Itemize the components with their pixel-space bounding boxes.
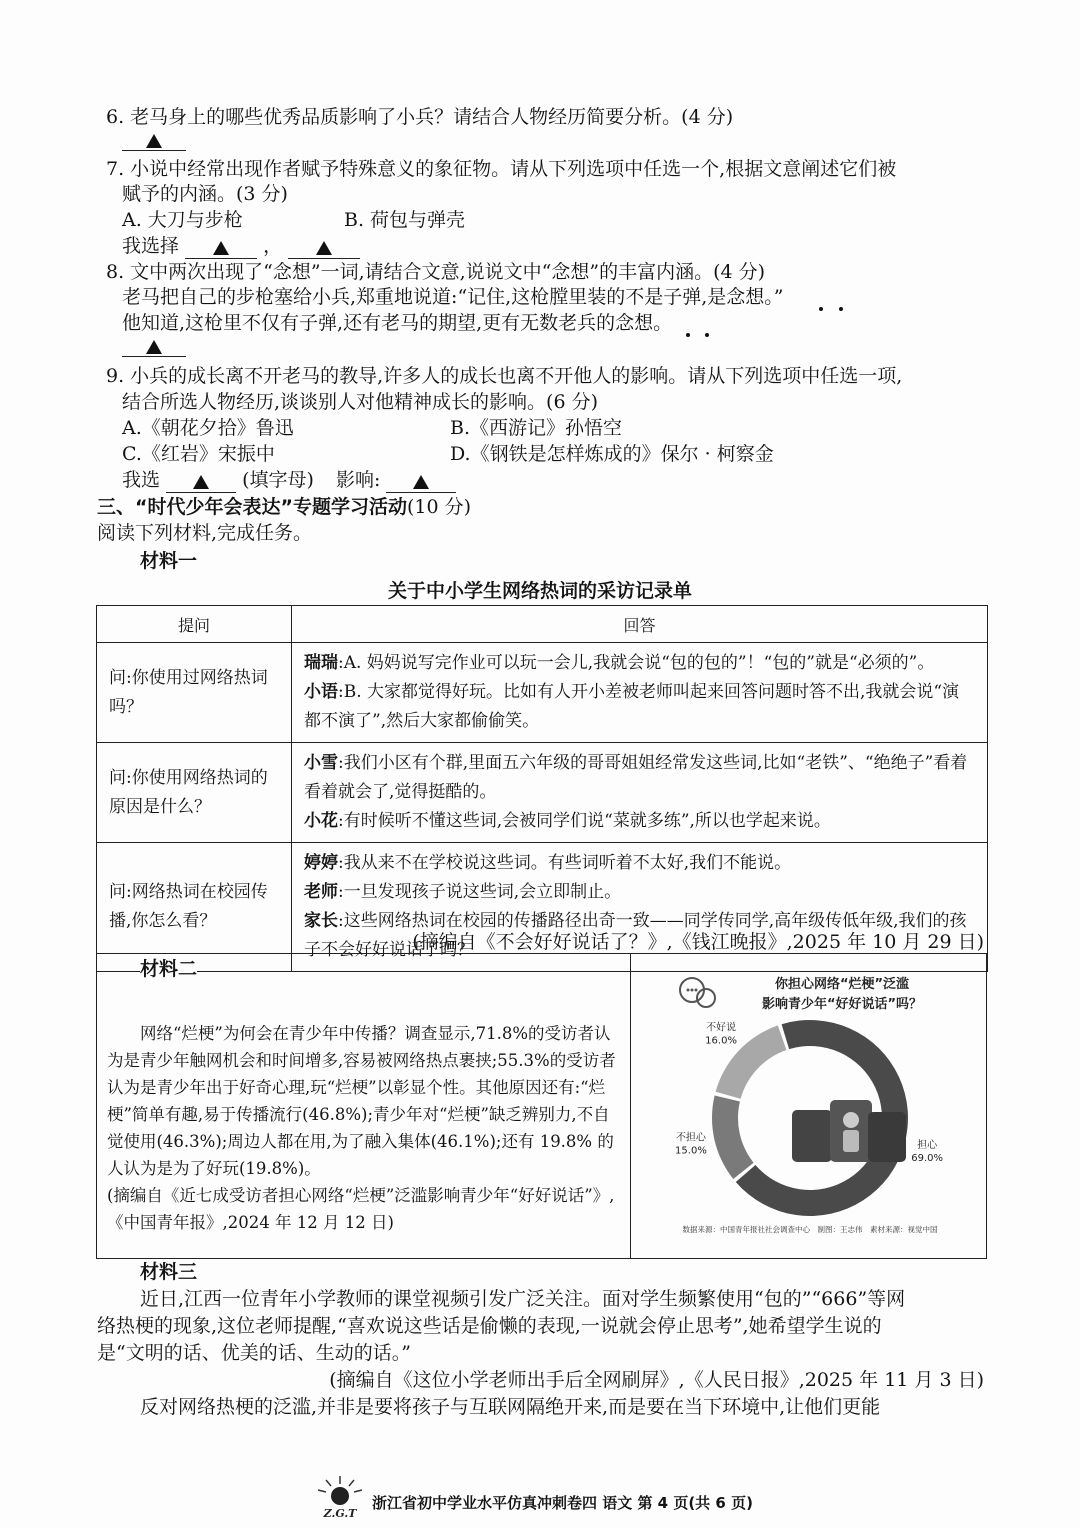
material-2-box [96, 953, 987, 1259]
speaker: 小语 [304, 682, 338, 702]
choose-label: 我选择 [122, 235, 180, 257]
answer-text: :一旦发现孩子说这些词,会立即制止。 [338, 882, 622, 902]
material-1-label: 材料一 [140, 550, 198, 572]
table-row [97, 743, 988, 843]
table-title: 关于中小学生网络热词的采访记录单 [387, 580, 692, 602]
emphasis-dot [686, 333, 690, 337]
slice-value-label: 16.0% [705, 1035, 737, 1047]
material-2-paragraph: 网络“烂梗”为何会在青少年中传播？调查显示,71.8%的受访者认为是青少年触网机会和时间增多,容易被网络热点裹挟;55.3%的受访者认为是青少年出于好奇心理,玩“烂梗”以彰显个性。其他原因还有:“烂梗”简单有趣,易于传播流行(46.8%);青少年对“烂梗”缺乏辨别力,不自觉使用(46.3%);周边人都在用,为了融入集体(46.1%);还有 19.8% 的人认为是为了好玩(19.8%)。 [107, 1024, 616, 1178]
answer-cell [292, 743, 988, 843]
answer-line [304, 849, 975, 878]
triangle-icon [193, 475, 209, 489]
triangle-icon [146, 134, 162, 148]
question-8: 8. 文中两次出现了“念想”一词,请结合文意,说说文中“念想”的丰富内涵。(4 分) [106, 261, 766, 283]
material-3-source: (摘编自《这位小学老师出手后全网刷屏》,《人民日报》,2025 年 11 月 3 日) [329, 1369, 984, 1391]
answer-line [304, 807, 975, 836]
option-c: C.《红岩》宋振中 [122, 443, 275, 465]
table-header-row [97, 606, 988, 643]
answer-line [304, 678, 975, 736]
choice-row [122, 233, 360, 259]
speaker: 婷婷 [304, 853, 338, 873]
question-7-line2: 赋予的内涵。(3 分) [122, 183, 288, 205]
emphasis-dot [839, 307, 843, 311]
logo-text: Z.G.T [323, 1507, 357, 1520]
infographic-title-2: 影响青少年“好好说话”吗？ [761, 997, 923, 1012]
fill-hint: (填字母) [242, 469, 314, 491]
infographic-svg [642, 960, 980, 1252]
answer-line [304, 749, 975, 807]
slice-value-label: 15.0% [675, 1145, 707, 1157]
answer-text: :我们小区有个群,里面五六年级的哥哥姐姐经常发这些词,比如“老铁”、“绝绝子”看着看着就会了,觉得挺酷的。 [304, 753, 968, 802]
answer-cell [292, 643, 988, 743]
triangle-icon [316, 241, 332, 255]
question-cell: 问:网络热词在校园传播,你怎么看？ [97, 843, 292, 972]
section-intro: 阅读下列材料,完成任务。 [97, 522, 313, 544]
material-2-label: 材料二 [140, 958, 198, 980]
slice-category-label: 不担心 [675, 1132, 706, 1144]
footer-text: 浙江省初中学业水平仿真冲刺卷四 语文 第 4 页(共 6 页) [372, 1494, 753, 1512]
material-3-line4: 反对网络热梗的泛滥,并非是要将孩子与互联网隔绝开来,而是要在当下环境中,让他们更能 [140, 1396, 881, 1418]
slice-value-label: 69.0% [911, 1153, 944, 1165]
option-b: B.《西游记》孙悟空 [450, 417, 623, 439]
comma: ， [263, 235, 283, 257]
answer-blank-q6[interactable] [122, 134, 186, 151]
table-row [97, 643, 988, 743]
material-2-text [107, 1020, 625, 1236]
slice-category-label: 不好说 [706, 1022, 737, 1034]
material-2-source: (摘编自《近七成受访者担心网络“烂梗”泛滥影响青少年“好好说话”》,《中国青年报》,2024 年 12 月 12 日) [107, 1186, 615, 1232]
choice-blank-1[interactable] [185, 236, 257, 259]
choice-blank-2[interactable] [288, 236, 360, 259]
influence-label: 影响: [336, 469, 381, 491]
option-a: A.《朝花夕拾》鲁迅 [122, 417, 294, 439]
material-1-source: (摘编自《不会好好说话了？》,《钱江晚报》,2025 年 10 月 29 日) [412, 931, 984, 953]
material-3-label: 材料三 [140, 1261, 198, 1283]
question-9-line2: 结合所选人物经历,谈谈别人对他精神成长的影响。(6 分) [122, 391, 598, 413]
material-3-line3: 是“文明的话、优美的话、生动的话。” [97, 1342, 411, 1364]
answer-blank-q8[interactable] [122, 340, 186, 357]
choice-blank[interactable] [166, 470, 236, 493]
section-score: (10 分) [406, 496, 472, 518]
infographic [642, 960, 980, 1252]
box-divider [630, 954, 631, 1258]
logo [312, 1474, 368, 1520]
triangle-icon [146, 340, 162, 354]
question-6: 6. 老马身上的哪些优秀品质影响了小兵？请结合人物经历简要分析。(4 分) [106, 106, 734, 128]
answer-text: :A. 妈妈说写完作业可以玩一会儿,我就会说“包的包的”！“包的”就是“必须的”。 [338, 653, 935, 673]
speaker: 家长 [304, 911, 338, 931]
option-b: B. 荷包与弹壳 [344, 209, 466, 231]
answer-text: :我从来不在学校说这些词。有些词听着不太好,我们不能说。 [338, 853, 792, 873]
infographic-title-1: 你担心网络“烂梗”泛滥 [774, 977, 910, 992]
quote-line-1: 老马把自己的步枪塞给小兵,郑重地说道:“记住,这枪膛里装的不是子弹,是念想。” [122, 286, 784, 308]
option-d: D.《钢铁是怎样炼成的》保尔 · 柯察金 [450, 443, 774, 465]
triangle-icon [213, 241, 229, 255]
influence-blank[interactable] [386, 470, 456, 493]
header-answer: 回答 [292, 606, 988, 643]
material-3-line2: 络热梗的现象,这位老师提醒,“喜欢说这些话是偷懒的表现,一说就会停止思考”,她希望学生说的 [97, 1315, 882, 1337]
material-3-line1: 近日,江西一位青年小学教师的课堂视频引发广泛关注。面对学生频繁使用“包的”“666”等网 [140, 1288, 906, 1310]
question-7-line1: 7. 小说中经常出现作者赋予特殊意义的象征物。请从下列选项中任选一个,根据文意阐述它们被 [106, 158, 897, 180]
answer-text: :有时候听不懂这些词,会被同学们说“菜就多练”,所以也学起来说。 [338, 811, 831, 831]
question-cell: 问:你使用网络热词的原因是什么？ [97, 743, 292, 843]
section-title: 三、“时代少年会表达”专题学习活动 [97, 496, 407, 518]
answer-line [304, 649, 975, 678]
speech-bubble-icon [680, 978, 715, 1007]
choice-row [122, 467, 456, 493]
emphasis-dot [705, 333, 709, 337]
quote-line-2: 他知道,这枪里不仅有子弹,还有老马的期望,更有无数老兵的念想。 [122, 312, 673, 334]
answer-line [304, 878, 975, 907]
interview-table [96, 605, 988, 972]
slice-category-label: 担心 [917, 1140, 938, 1152]
speaker: 小花 [304, 811, 338, 831]
question-cell: 问:你使用过网络热词吗？ [97, 643, 292, 743]
choose-label: 我选 [122, 469, 161, 491]
answer-text: :B. 大家都觉得好玩。比如有人开小差被老师叫起来回答问题时答不出,我就会说“演都不演了”,然后大家都偷偷笑。 [304, 682, 960, 731]
section-3-title [97, 494, 471, 520]
triangle-icon [413, 475, 429, 489]
speaker: 瑞瑞 [304, 653, 338, 673]
speaker: 小雪 [304, 753, 338, 773]
answer-text: :这些网络热词在校园的传播路径出奇一致——同学传同学,高年级传低年级,我们的孩子不会好好说话了吗？ [304, 911, 967, 960]
donut-slice-2 [712, 1096, 754, 1179]
option-a: A. 大刀与步枪 [122, 209, 243, 231]
question-9-line1: 9. 小兵的成长离不开老马的教导,许多人的成长也离不开他人的影响。请从下列选项中任选一项, [106, 365, 903, 387]
infographic-footer: 数据来源：中国青年报社社会调查中心 制图：王志伟 素材来源：视觉中国 [682, 1225, 938, 1234]
speaker: 老师 [304, 882, 338, 902]
header-question: 提问 [97, 606, 292, 643]
emphasis-dot [819, 307, 823, 311]
